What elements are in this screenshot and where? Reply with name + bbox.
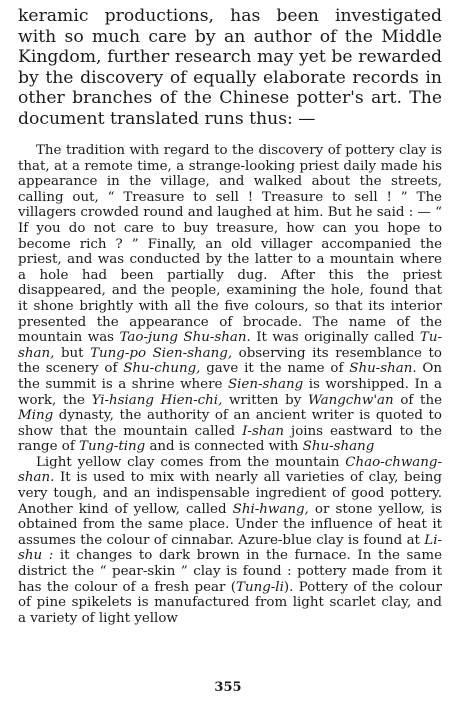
text-run: It is used to mix with nearly all varieties of clay, being very tough, and an indispensable ingredient of good pottery. Another kind of yellow, called: [18, 470, 442, 517]
italic-term: Yi-hsiang Hien-chi,: [91, 392, 223, 408]
text-run: or stone yellow, is obtained from the same place. Under the influence of heat it assumes the colour of cinnabar. Azure-blue clay is found at: [18, 501, 442, 548]
italic-term: Li-shu :: [18, 532, 442, 564]
italic-term: Tung-po Sien-shang,: [90, 345, 233, 361]
italic-term: I-shan: [242, 423, 285, 439]
text-run: dynasty, the authority of an ancient writer is quoted to show that the mountain called: [18, 408, 442, 439]
text-run: The tradition with regard to the discovery of pottery clay is that, at a remote time, a strange-looking priest daily made his appearance in the village, and walked about the streets, calling out, “ Treasure to sell ! Treasure to sell ! ” The villagers crowded round and laughed at him. But he said : — “ If you do not care to buy treasure, how can you hope to become rich ? ” Finally, an old villager accompanied the priest, and was conducted by the latter to a mountain where a hole had been partially dug. After this the priest disappeared, and the people, examining the hole, found that it shone brightly with all the five colours, so that its interior presented the appearance of brocade. The name of the mountain was: [18, 143, 442, 346]
text-run: gave it the name of: [200, 361, 350, 377]
text-run: of the: [393, 392, 442, 408]
text-run: joins eastward to the range of: [18, 423, 442, 455]
text-run: but: [54, 345, 91, 361]
text-run: It was originally called: [250, 330, 420, 346]
italic-term: Wangchw'an: [308, 392, 394, 408]
italic-term: Shu-shang: [302, 439, 375, 455]
text-run: and is connected with: [145, 439, 303, 455]
text-run: it changes to dark brown in the furnace. In the same district the “ pear-skin ” clay is found : pottery made from it has the colour of a fresh pear (: [18, 548, 442, 595]
tradition-paragraph: [18, 143, 442, 455]
italic-term: Tung-ting: [79, 439, 146, 455]
text-run: observing its resemblance to the scenery of: [18, 345, 442, 377]
text-run: Light yellow clay comes from the mountain: [36, 454, 346, 470]
italic-term: Tao-jung Shu-shan.: [119, 330, 251, 346]
italic-term: Tung-li: [236, 579, 284, 595]
intro-paragraph: keramic productions, has been investigated with so much care by an author of the Middle Kingdom, further research may yet be rewarded by the discovery of equally elaborate records in other branches of the Chinese potter's art. The document translated runs thus: —: [18, 6, 442, 129]
italic-term: Chao-chwang-shan.: [18, 454, 442, 486]
text-run: written by: [222, 392, 309, 408]
italic-term: Ming: [18, 408, 54, 424]
text-run: On the summit is a shrine where: [18, 361, 443, 392]
italic-term: Sien-shang: [227, 376, 304, 392]
page-body: [18, 6, 442, 626]
italic-term: Shi-hwang,: [232, 501, 309, 517]
page-number: 355: [214, 680, 242, 695]
italic-term: Shu-chung,: [123, 361, 201, 377]
clay-paragraph: [18, 455, 442, 627]
text-run: is worshipped. In a work, the: [18, 376, 442, 408]
italic-term: Shu-shan.: [349, 361, 417, 377]
text-run: ). Pottery of the colour of pine spikelets is manufactured from light scarlet clay, and a variety of light yellow: [18, 579, 442, 626]
italic-term: Tu-shan,: [18, 330, 443, 361]
